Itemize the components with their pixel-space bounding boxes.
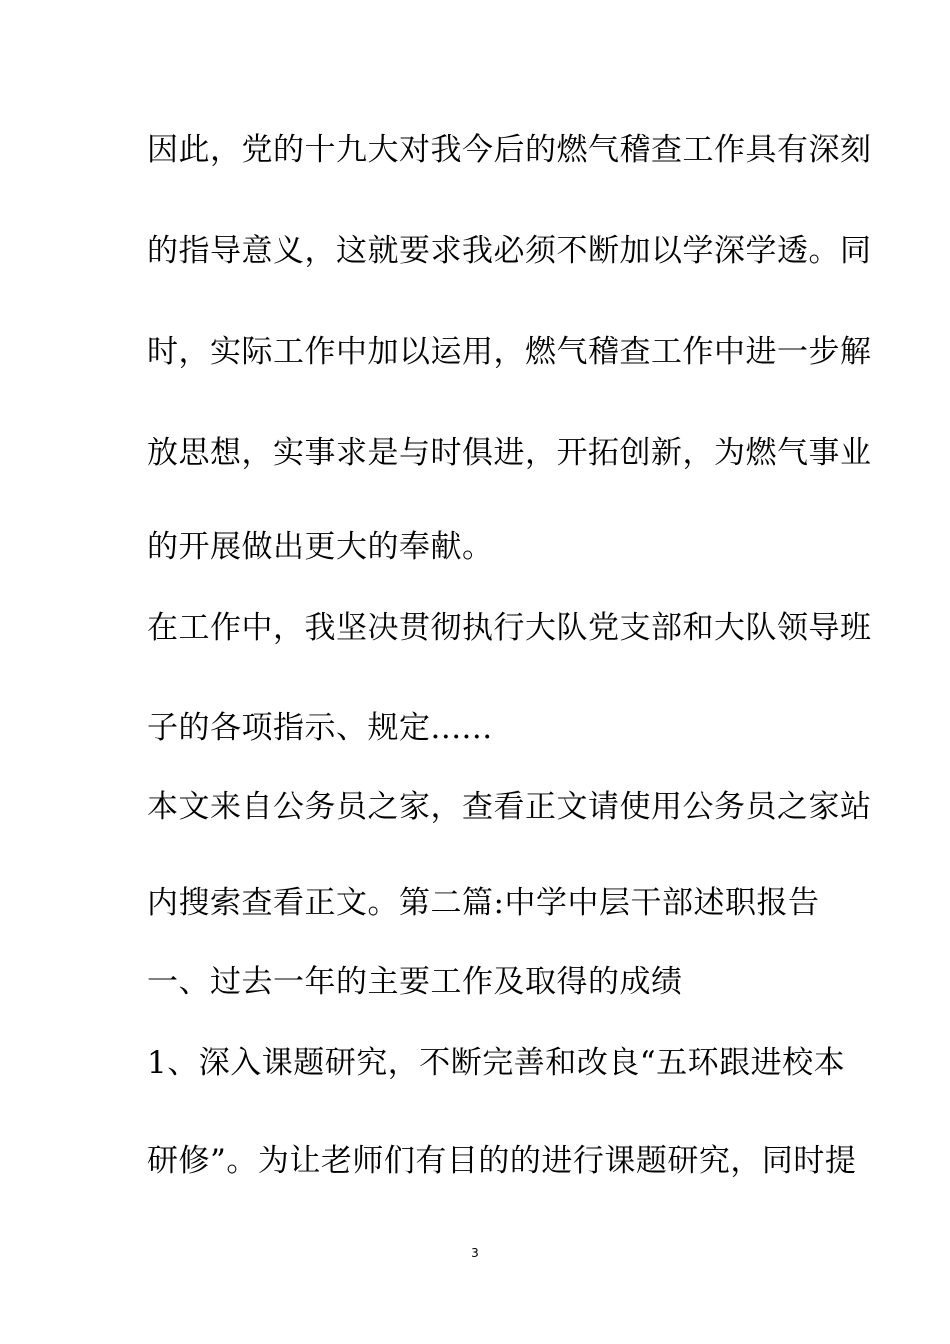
text-line-10: 一、过去一年的主要工作及取得的成绩 — [147, 964, 683, 1000]
text-line-4: 放思想，实事求是与时俱进，开拓创新，为燃气事业 — [147, 435, 872, 471]
text-line-1: 因此，党的十九大对我今后的燃气稽查工作具有深刻 — [147, 132, 872, 168]
text-line-8: 本文来自公务员之家，查看正文请使用公务员之家站 — [147, 789, 872, 825]
page-number: 3 — [471, 1246, 479, 1260]
text-line-6: 在工作中，我坚决贯彻执行大队党支部和大队领导班 — [147, 610, 872, 646]
text-line-9: 内搜索查看正文。第二篇:中学中层干部述职报告 — [147, 885, 820, 921]
text-line-7: 子的各项指示、规定...... — [147, 710, 493, 746]
text-line-12: 研修”。为让老师们有目的的进行课题研究，同时提 — [147, 1143, 857, 1179]
text-line-2: 的指导意义，这就要求我必须不断加以学深学透。同 — [147, 233, 872, 269]
text-line-5: 的开展做出更大的奉献。 — [147, 529, 494, 565]
text-line-11: 1、深入课题研究，不断完善和改良“五环跟进校本 — [147, 1045, 846, 1081]
text-line-3: 时，实际工作中加以运用，燃气稽查工作中进一步解 — [147, 334, 872, 370]
